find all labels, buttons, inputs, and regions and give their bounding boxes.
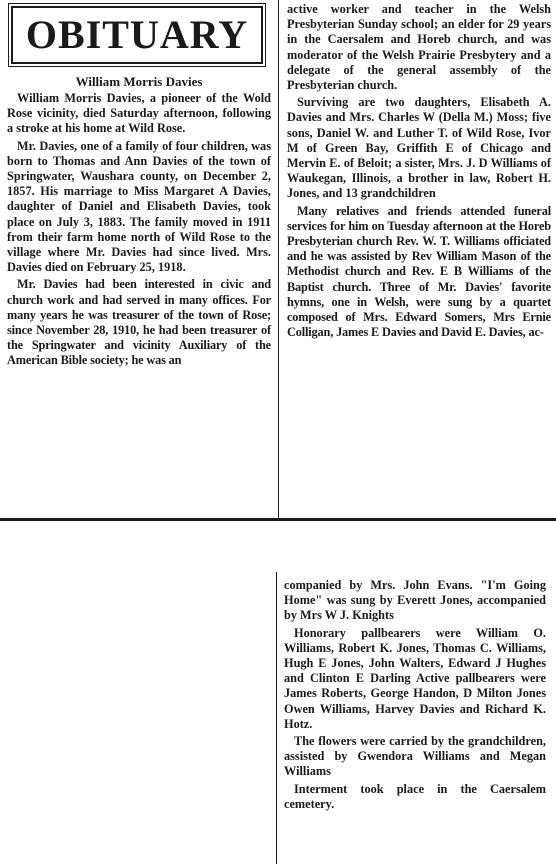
paragraph: Mr. Davies, one of a family of four children, was born to Thomas and Ann Davies of the town of Springwater, Waushara county, on December 2, 1857. His marriage to Miss Margaret A Davies, daughter of Daniel and Elisabeth Davies, took place on July 3, 1883. The family moved in 1911 from their farm home north of Wild Rose to the village where Mr. Davies had since lived. Mrs. Davies died on February 25, 1918. [7,138,271,275]
clipping-bottom [276,572,556,864]
column-left [7,2,271,369]
heading-box [11,6,263,64]
column-rule [278,0,279,518]
paragraph: Honorary pallbearers were William O. Williams, Robert K. Jones, Thomas C. Williams, Hugh E Jones, John Walters, Edward J Hughes and Clinton E Darling Active pallbearers were James Roberts, George Handon, D Milton Jones Owen Williams, Harvey Davies and Richard K. Hotz. [284,625,546,731]
paragraph: active worker and teacher in the Welsh Presbyterian Sunday school; an elder for 29 years in the Caersalem and Horeb church, and was moderator of the Welsh Prairie Presbytery and a delegate of the general assembly of the Presbyterian church. [287,2,551,93]
paragraph: Mr. Davies had been interested in civic and church work and had served in many offices. For many years he was treasurer of the town of Rose; since November 28, 1910, he had been treasurer of the Springwater and vicinity Auxiliary of the American Bible society; he was an [7,277,271,368]
name-subhead: William Morris Davies [75,74,203,89]
paragraph: Surviving are two daughters, Elisabeth A. Davies and Mrs. Charles W (Della M.) Moss; five sons, Daniel W. and Luther T. of Wild Rose, Ivor M of Green Bay, Griffith E of Chicago and Mervin E. of Beloit; a sister, Mrs. J. D Williams of Waukegan, Illinois, a brother in law, Robert H. Jones, and 13 grandchildren [287,95,551,201]
column-bottom [284,578,546,812]
paragraph: Interment took place in the Caersalem cemetery. [284,781,546,811]
bottom-rule [0,518,556,521]
paragraph: William Morris Davies, a pioneer of the Wold Rose vicinity, died Saturday afternoon, following a stroke at his home at Wild Rose. [7,91,271,136]
paragraph: Many relatives and friends attended funeral services for him on Tuesday afternoon at the Horeb Presbyterian church Rev. W. T. Williams officiated and he was assisted by Rev William Mason of the Methodist church and Rev. E B Williams of the Baptist church. Three of Mr. Davies' favorite hymns, one in Welsh, were sung by a quartet composed of Mrs. Edward Somers, Mrs Ernie Colligan, James E Davies and David E. Davies, ac- [287,203,551,340]
column-right [287,2,551,340]
paragraph: The flowers were carried by the grandchildren, assisted by Gwendora Williams and Megan Williams [284,734,546,779]
column-rule [276,572,277,864]
paragraph: companied by Mrs. John Evans. "I'm Going Home" was sung by Everett Jones, accompanied by Mrs W J. Knights [284,578,546,623]
obituary-heading: OBITUARY [25,12,249,57]
